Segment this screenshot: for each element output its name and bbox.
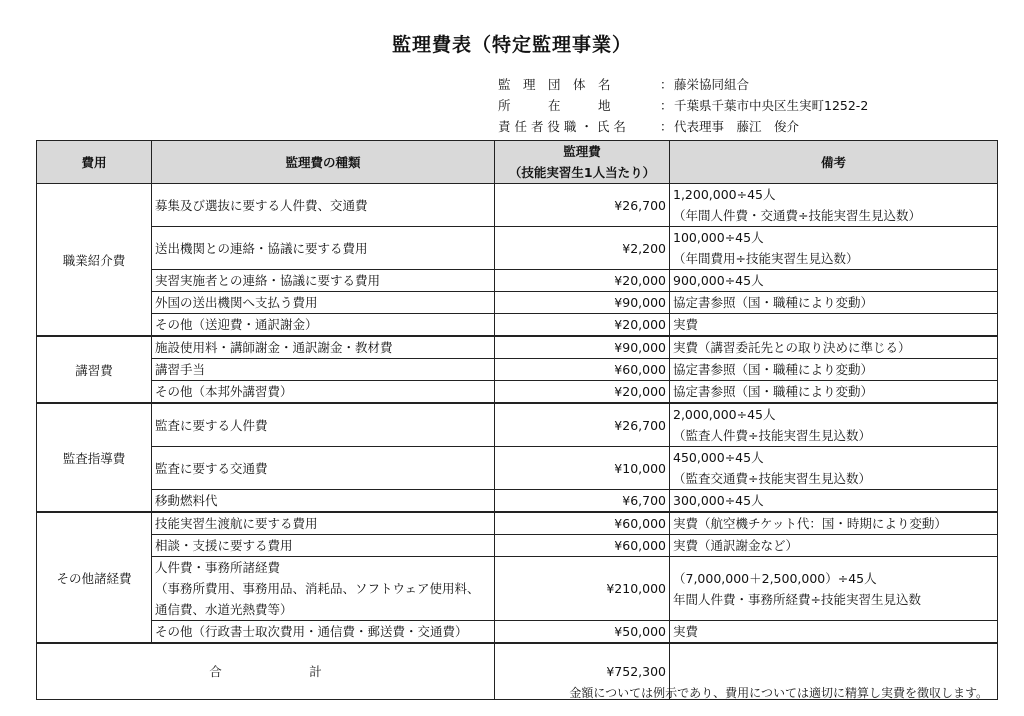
type-cell-line: 移動燃料代 [155,493,218,508]
note-cell [670,227,998,270]
type-cell [152,621,495,644]
table-row [37,381,998,404]
type-cell [152,403,495,447]
table-row [37,557,998,621]
table-header-row [37,141,998,184]
note-cell-line: 1,200,000÷45人 [673,187,776,202]
table-row [37,535,998,557]
org-name-label: 監 理 団 体 名 [498,77,611,92]
category-cell: 講習費 [37,336,152,403]
table-row [37,621,998,644]
type-cell [152,184,495,227]
table-row [37,359,998,381]
note-cell-line: 450,000÷45人 [673,450,764,465]
org-name-row [498,74,868,95]
amount-cell: ¥2,200 [495,227,670,270]
amount-cell: ¥210,000 [495,557,670,621]
note-cell-line: （監査人件費÷技能実習生見込数） [673,428,871,443]
table-row [37,270,998,292]
type-cell-line: 講習手当 [155,362,206,377]
fee-table [36,140,998,700]
amount-cell: ¥90,000 [495,336,670,359]
amount-cell: ¥60,000 [495,535,670,557]
type-cell-line: 技能実習生渡航に要する費用 [155,516,318,531]
note-cell-line: 300,000÷45人 [673,493,764,508]
type-cell [152,512,495,535]
table-row [37,512,998,535]
type-cell [152,270,495,292]
type-cell-line: その他（行政書士取次費用・通信費・郵送費・交通費） [155,624,468,639]
type-cell [152,336,495,359]
amount-cell: ¥20,000 [495,270,670,292]
header-type: 監理費の種類 [152,141,495,184]
note-cell [670,184,998,227]
type-cell-line: 通信費、水道光熱費等） [155,602,293,617]
category-cell: 監査指導費 [37,403,152,512]
type-cell [152,557,495,621]
note-cell [670,490,998,513]
type-cell-line: （事務所費用、事務用品、消耗品、ソフトウェア使用料、 [155,581,480,596]
org-separator: ： [660,98,673,113]
type-cell-line: 監査に要する交通費 [155,460,268,476]
header-amount-line2: （技能実習生1人当たり） [508,165,656,180]
type-cell-line: その他（送迎費・通訳謝金） [155,317,318,332]
type-cell [152,447,495,490]
amount-cell: ¥10,000 [495,447,670,490]
table-row [37,314,998,337]
note-cell [670,336,998,359]
type-cell [152,314,495,337]
note-cell-line: 実費（講習委託先との取り決めに準じる） [673,340,911,355]
note-cell [670,292,998,314]
note-cell-line: 協定書参照（国・職種により変動） [673,362,874,377]
amount-cell: ¥20,000 [495,314,670,337]
note-cell [670,447,998,490]
note-cell-line: 2,000,000÷45人 [673,407,776,422]
category-cell: 職業紹介費 [37,184,152,337]
amount-cell: ¥26,700 [495,403,670,447]
note-cell [670,381,998,404]
amount-cell: ¥26,700 [495,184,670,227]
type-cell-line: その他（本邦外講習費） [155,384,293,399]
org-address-value: 千葉県千葉市中央区生実町1252-2 [674,98,869,113]
org-separator: ： [660,119,673,134]
table-row [37,447,998,490]
note-cell-line: 年間人件費・事務所経費÷技能実習生見込数 [673,591,921,607]
fee-table-body [37,184,998,700]
amount-cell: ¥60,000 [495,359,670,381]
page-title: 監理費表（特定監理事業） [391,34,632,56]
type-cell-line: 送出機関との連絡・協議に要する費用 [155,240,368,256]
type-cell [152,490,495,513]
type-cell-line: 監査に要する人件費 [155,417,268,433]
type-cell-line: 相談・支援に要する費用 [155,538,293,553]
type-cell [152,227,495,270]
table-row [37,403,998,447]
note-cell [670,621,998,644]
type-cell [152,359,495,381]
note-cell-line: 実費 [673,624,699,639]
org-representative-row [498,116,868,137]
note-cell-line: （年間費用÷技能実習生見込数） [673,251,859,266]
header-note: 備考 [670,141,998,184]
note-cell [670,557,998,621]
type-cell-line: 施設使用料・講師謝金・通訳謝金・教材費 [155,340,393,355]
type-cell [152,535,495,557]
note-cell [670,403,998,447]
footnote: 金額については例示であり、費用については適切に精算し実費を徴収します。 [569,686,988,700]
note-cell [670,359,998,381]
organization-info [498,74,868,137]
amount-cell: ¥6,700 [495,490,670,513]
type-cell-line: 募集及び選抜に要する人件費、交通費 [155,197,368,213]
header-amount [495,141,670,184]
header-category: 費用 [37,141,152,184]
total-amount: ¥752,300 [495,643,670,699]
org-representative-label: 責 任 者 役 職 ・ 氏 名 [498,119,626,134]
note-cell-line: 実費 [673,317,699,332]
type-cell-line: 外国の送出機関へ支払う費用 [155,295,318,310]
type-cell [152,292,495,314]
note-cell-line: 協定書参照（国・職種により変動） [673,295,874,310]
amount-cell: ¥20,000 [495,381,670,404]
note-cell-line: 協定書参照（国・職種により変動） [673,384,874,399]
note-cell-line: （監査交通費÷技能実習生見込数） [673,471,871,486]
table-row [37,227,998,270]
table-row [37,336,998,359]
table-row [37,292,998,314]
table-row [37,490,998,513]
table-row [37,184,998,227]
type-cell-line: 実習実施者との連絡・協議に要する費用 [155,273,381,288]
org-address-label: 所 在 地 [498,98,611,113]
note-cell-line: （年間人件費・交通費÷技能実習生見込数） [673,208,921,223]
org-separator: ： [660,77,673,92]
amount-cell: ¥50,000 [495,621,670,644]
note-cell [670,535,998,557]
header-amount-line1: 監理費 [563,144,601,159]
note-cell-line: （7,000,000＋2,500,000）÷45人 [673,570,877,586]
org-name-value: 藤栄協同組合 [674,77,750,92]
note-cell-line: 実費（通訳謝金など） [673,538,799,553]
note-cell [670,270,998,292]
org-representative-value: 代表理事 藤江 俊介 [674,119,800,134]
amount-cell: ¥60,000 [495,512,670,535]
type-cell-line: 人件費・事務所諸経費 [155,560,281,575]
org-address-row [498,95,868,116]
type-cell [152,381,495,404]
note-cell-line: 100,000÷45人 [673,230,764,245]
note-cell [670,512,998,535]
total-label: 合 計 [37,643,495,699]
note-cell-line: 900,000÷45人 [673,273,764,288]
note-cell [670,314,998,337]
category-cell: その他諸経費 [37,512,152,643]
amount-cell: ¥90,000 [495,292,670,314]
note-cell-line: 実費（航空機チケット代：国・時期により変動） [673,516,947,531]
